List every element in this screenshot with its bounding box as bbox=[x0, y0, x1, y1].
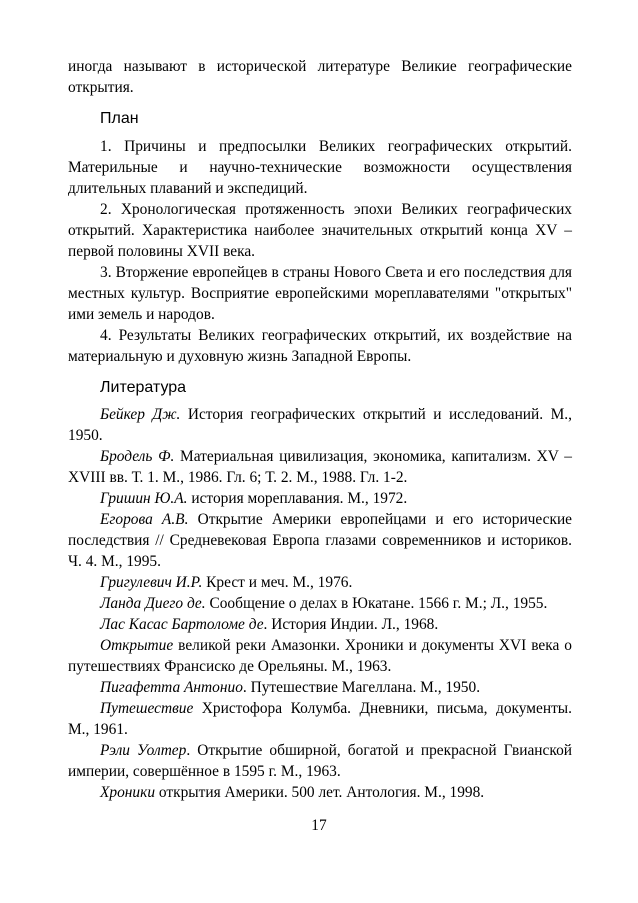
literature-item bbox=[68, 677, 572, 698]
literature-author: Гришин Ю.А. bbox=[100, 490, 188, 507]
literature-text: . Путешествие Магеллана. М., 1950. bbox=[242, 679, 481, 696]
plan-item-3: 3. Вторжение европейцев в страны Нового Света и его последствия для местных культур. Восприятие европейскими мореплавателями "открытых" ими земель и народов. bbox=[68, 264, 572, 323]
literature-item bbox=[68, 782, 572, 803]
plan-item-1: 1. Причины и предпосылки Великих географических открытий. Материльные и научно-технические возможности осуществления длительных плаваний и экспедиций. bbox=[68, 138, 572, 197]
literature-author: Егорова А.В. bbox=[100, 511, 189, 528]
literature-author: Открытие bbox=[100, 637, 174, 654]
literature-text: история мореплавания. М., 1972. bbox=[187, 490, 408, 507]
plan-heading: План bbox=[100, 110, 139, 127]
literature-author: Лас Касас Бартоломе де bbox=[100, 616, 264, 633]
literature-item bbox=[68, 404, 572, 446]
literature-heading: Литература bbox=[100, 379, 187, 396]
literature-text: История географических открытий и исследований. М., 1950. bbox=[68, 406, 572, 444]
plan-item-4: 4. Результаты Великих географических открытий, их воздействие на материальную и духовную жизнь Западной Европы. bbox=[68, 327, 572, 365]
literature-author: Бейкер Дж. bbox=[100, 406, 181, 423]
literature-item bbox=[68, 488, 572, 509]
literature-author: Хроники bbox=[100, 784, 156, 801]
literature-text: Сообщение о делах в Юкатане. 1566 г. М.; Л., 1955. bbox=[205, 595, 548, 612]
intro-paragraph: иногда называют в исторической литературе Великие географические открытия. bbox=[68, 58, 572, 96]
literature-author: Путешествие bbox=[100, 700, 194, 717]
literature-author: Григулевич И.Р. bbox=[100, 574, 203, 591]
literature-text: Материальная цивилизация, экономика, капитализм. XV – XVIII вв. Т. 1. М., 1986. Гл. 6; Т. 2. М., 1988. Гл. 1-2. bbox=[68, 448, 572, 486]
plan-item-2: 2. Хронологическая протяженность эпохи Великих географических открытий. Характеристика наиболее значительных открытий конца XV – первой половины XVII века. bbox=[68, 201, 572, 260]
literature-text: . Открытие обширной, богатой и прекрасной Гвианской империи, совершённое в 1595 г. М., 1963. bbox=[68, 742, 572, 780]
literature-item bbox=[68, 614, 572, 635]
literature-text: Христофора Колумба. Дневники, письма, документы. М., 1961. bbox=[68, 700, 572, 738]
literature-text: великой реки Амазонки. Хроники и документы XVI века о путешествиях Франсиско де Орельяны. М., 1963. bbox=[68, 637, 572, 675]
literature-item bbox=[68, 635, 572, 677]
literature-text: Крест и меч. М., 1976. bbox=[202, 574, 353, 591]
page-body bbox=[68, 56, 572, 803]
literature-item bbox=[68, 572, 572, 593]
literature-text: Открытие Америки европейцами и его исторические последствия // Средневековая Европа глазами современников и историков. Ч. 4. М., 1995. bbox=[68, 511, 573, 570]
literature-item bbox=[68, 740, 572, 782]
literature-item bbox=[68, 509, 572, 572]
page-number: 17 bbox=[311, 817, 327, 834]
literature-author: Пигафетта Антонио bbox=[100, 679, 243, 696]
literature-text: . История Индии. Л., 1968. bbox=[263, 616, 439, 633]
literature-author: Рэли Уолтер bbox=[100, 742, 187, 759]
literature-item bbox=[68, 593, 572, 614]
literature-item bbox=[68, 698, 572, 740]
literature-text: открытия Америки. 500 лет. Антология. М., 1998. bbox=[155, 784, 485, 801]
literature-author: Ланда Диего де. bbox=[100, 595, 206, 612]
literature-item bbox=[68, 446, 572, 488]
literature-author: Бродель Ф. bbox=[100, 448, 175, 465]
